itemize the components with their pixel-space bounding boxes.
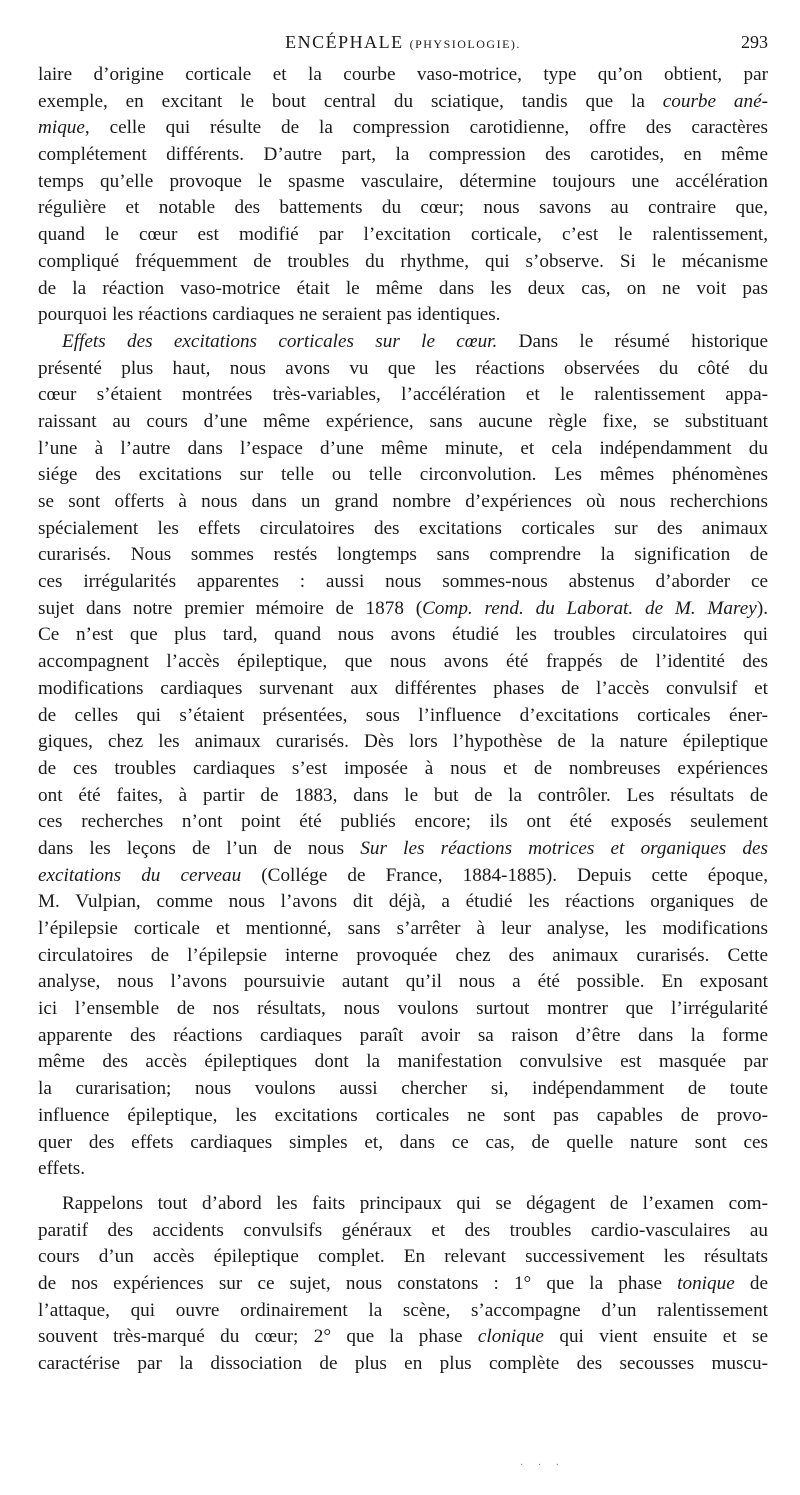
text-line bbox=[38, 1244, 768, 1271]
page-number: 293 bbox=[741, 32, 768, 52]
text-segment: modifications cardiaques survenant aux différentes phases de l’accès convulsif et bbox=[38, 677, 768, 699]
italic-text: clonique bbox=[477, 1326, 544, 1348]
text-segment: ). bbox=[756, 597, 768, 619]
text-line bbox=[38, 62, 768, 89]
body-text bbox=[38, 62, 768, 1378]
text-line bbox=[38, 596, 768, 623]
text-segment: se sont offerts à nous dans un grand nombre d’expériences où nous recherchions bbox=[38, 491, 768, 512]
text-segment: giques, chez les animaux curarisés. Dès lors l’hypothèse de la nature épileptique bbox=[38, 731, 768, 753]
text-line bbox=[38, 916, 768, 943]
italic-text: Effets des excitations corticales sur le cœur. bbox=[62, 330, 498, 352]
text-line bbox=[38, 863, 768, 890]
text-line bbox=[38, 1023, 768, 1050]
text-line bbox=[38, 516, 768, 543]
text-segment: effets. bbox=[38, 1158, 86, 1180]
text-line bbox=[38, 1218, 768, 1245]
text-line bbox=[38, 276, 768, 303]
text-segment: Ce n’est que plus tard, quand nous avons étudié les troubles circulatoires qui bbox=[38, 624, 768, 646]
text-segment: ont été faites, à partir de 1883, dans le but de la contrôler. Les résultats de bbox=[38, 784, 768, 806]
text-line bbox=[38, 89, 768, 116]
text-segment: exemple, en excitant le bout central du sciatique, tandis que la bbox=[38, 90, 663, 112]
text-segment: accompagnent l’accès épileptique, que nous avons été frappés de l’identité des bbox=[38, 651, 768, 673]
text-line bbox=[38, 1298, 768, 1325]
text-line bbox=[38, 622, 768, 649]
text-segment: temps qu’elle provoque le spasme vasculaire, détermine toujours une accélération bbox=[38, 170, 768, 192]
text-line bbox=[38, 889, 768, 916]
text-segment: même des accès épileptiques dont la manifestation convulsive est masquée par bbox=[38, 1051, 768, 1073]
text-line bbox=[38, 329, 768, 356]
running-title-main: ENCÉPHALE bbox=[285, 32, 404, 52]
text-segment: souvent très-marqué du cœur; 2° que la phase bbox=[38, 1326, 478, 1348]
print-specks: · · · bbox=[520, 1460, 565, 1471]
running-title-sub: (PHYSIOLOGIE). bbox=[409, 37, 521, 51]
text-line bbox=[38, 1130, 768, 1157]
text-line bbox=[38, 1156, 768, 1183]
text-line bbox=[38, 1103, 768, 1130]
text-line bbox=[38, 996, 768, 1023]
italic-text: tonique bbox=[677, 1272, 735, 1294]
text-segment: l’une à l’autre dans l’espace d’une même minute, et cela indépendamment du bbox=[38, 437, 768, 459]
text-line bbox=[38, 676, 768, 703]
text-line bbox=[38, 1351, 768, 1378]
text-segment: de nos expériences sur ce sujet, nous constatons : 1° que la phase bbox=[38, 1272, 678, 1294]
text-segment: ici l’ensemble de nos résultats, nous voulons surtout montrer que l’irrégularité bbox=[38, 998, 768, 1020]
text-segment: pourquoi les réactions cardiaques ne seraient pas identiques. bbox=[38, 304, 501, 326]
text-segment: de celles qui s’étaient présentées, sous l’influence d’excitations corticales éner- bbox=[38, 704, 768, 726]
text-line bbox=[38, 462, 768, 489]
text-line bbox=[38, 1191, 768, 1218]
text-segment: ces recherches n’ont point été publiés encore; ils ont été exposés seulement bbox=[38, 811, 768, 833]
text-segment: apparente des réactions cardiaques paraît avoir sa raison d’être dans la forme bbox=[38, 1024, 768, 1046]
text-segment: analyse, nous l’avons poursuivie autant qu’il nous a été possible. En exposant bbox=[38, 971, 768, 993]
text-line bbox=[38, 836, 768, 863]
text-line bbox=[38, 169, 768, 196]
text-line bbox=[38, 783, 768, 810]
text-segment: , celle qui résulte de la compression carotidienne, offre des caractères bbox=[84, 117, 768, 139]
text-line bbox=[38, 142, 768, 169]
text-line bbox=[38, 969, 768, 996]
text-segment: de la réaction vaso-motrice était le même dans les deux cas, on ne voit pas bbox=[38, 277, 768, 299]
text-segment: régulière et notable des battements du cœur; nous savons au contraire que, bbox=[38, 197, 768, 219]
text-segment: complétement différents. D’autre part, la compression des carotides, en même bbox=[38, 144, 768, 166]
text-line bbox=[38, 195, 768, 222]
text-segment: paratif des accidents convulsifs généraux et des troubles cardio-vasculaires au bbox=[38, 1219, 768, 1241]
text-line bbox=[38, 943, 768, 970]
text-segment: qui vient ensuite et se bbox=[543, 1326, 768, 1348]
text-segment: (Collége de France, 1884-1885). Depuis cette époque, bbox=[241, 864, 769, 886]
text-line bbox=[38, 542, 768, 569]
text-line bbox=[38, 569, 768, 596]
text-segment: laire d’origine corticale et la courbe vaso-motrice, type qu’on obtient, par bbox=[38, 64, 768, 85]
text-segment: l’attaque, qui ouvre ordinairement la scène, s’accompagne d’un ralentissement bbox=[38, 1299, 768, 1321]
text-line bbox=[38, 703, 768, 730]
italic-text: mique bbox=[38, 117, 85, 139]
text-segment: cours d’un accès épileptique complet. En relevant successivement les résultats bbox=[38, 1246, 768, 1268]
text-line bbox=[38, 1076, 768, 1103]
text-line bbox=[38, 649, 768, 676]
italic-text: courbe ané- bbox=[662, 90, 768, 112]
text-segment: spécialement les effets circulatoires des excitations corticales sur des animaux bbox=[38, 517, 768, 539]
text-segment: curarisés. Nous sommes restés longtemps sans comprendre la signification de bbox=[38, 544, 768, 566]
text-segment: quer des effets cardiaques simples et, dans ce cas, de quelle nature sont ces bbox=[38, 1131, 768, 1153]
text-segment: compliqué fréquemment de troubles du rhythme, qui s’observe. Si le mécanisme bbox=[38, 250, 768, 272]
text-segment: sujet dans notre premier mémoire de 1878 ( bbox=[38, 597, 423, 619]
text-segment: M. Vulpian, comme nous l’avons dit déjà, a étudié les réactions organiques de bbox=[38, 891, 768, 913]
text-line bbox=[38, 409, 768, 436]
text-segment: siége des excitations sur telle ou telle circonvolution. Les mêmes phénomènes bbox=[38, 464, 768, 486]
text-line bbox=[38, 302, 768, 329]
text-line bbox=[38, 756, 768, 783]
text-segment: présenté plus haut, nous avons vu que les réactions observées du côté du bbox=[38, 357, 768, 379]
italic-text: excitations du cerveau bbox=[38, 864, 242, 886]
italic-text: Sur les réactions motrices et organiques des bbox=[360, 837, 768, 859]
text-line bbox=[38, 1271, 768, 1298]
text-segment: de ces troubles cardiaques s’est imposée à nous et de nombreuses expériences bbox=[38, 757, 768, 779]
text-segment: ces irrégularités apparentes : aussi nous sommes-nous abstenus d’aborder ce bbox=[38, 571, 768, 593]
text-segment: l’épilepsie corticale et mentionné, sans s’arrêter à leur analyse, les modifications bbox=[38, 918, 768, 939]
text-line bbox=[38, 356, 768, 383]
text-line bbox=[38, 382, 768, 409]
text-segment: de bbox=[734, 1272, 768, 1294]
text-line bbox=[38, 436, 768, 463]
text-line bbox=[38, 115, 768, 142]
text-segment: dans les leçons de l’un de nous bbox=[38, 837, 361, 859]
text-segment: Dans le résumé historique bbox=[497, 330, 768, 352]
text-segment: raissant au cours d’une même expérience, sans aucune règle fixe, se substituant bbox=[38, 410, 768, 432]
text-line bbox=[38, 729, 768, 756]
text-line bbox=[38, 1324, 768, 1351]
italic-text: Comp. rend. du Laborat. de M. Marey bbox=[422, 597, 757, 619]
text-segment: Rappelons tout d’abord les faits principaux qui se dégagent de l’examen com- bbox=[62, 1192, 768, 1214]
text-segment: caractérise par la dissociation de plus en plus complète des secousses muscu- bbox=[38, 1353, 768, 1374]
text-segment: circulatoires de l’épilepsie interne provoquée chez des animaux curarisés. Cette bbox=[38, 944, 768, 966]
text-line bbox=[38, 249, 768, 276]
text-line bbox=[38, 1049, 768, 1076]
text-segment: la curarisation; nous voulons aussi chercher si, indépendamment de toute bbox=[38, 1078, 768, 1100]
text-segment: quand le cœur est modifié par l’excitation corticale, c’est le ralentissement, bbox=[38, 224, 768, 246]
text-line bbox=[38, 809, 768, 836]
running-title bbox=[38, 32, 768, 53]
text-segment: influence épileptique, les excitations corticales ne sont pas capables de provo- bbox=[38, 1104, 768, 1126]
running-header bbox=[38, 32, 768, 56]
text-line bbox=[38, 222, 768, 249]
text-segment: cœur s’étaient montrées très-variables, l’accélération et le ralentissement appa- bbox=[38, 384, 768, 406]
text-line bbox=[38, 489, 768, 516]
